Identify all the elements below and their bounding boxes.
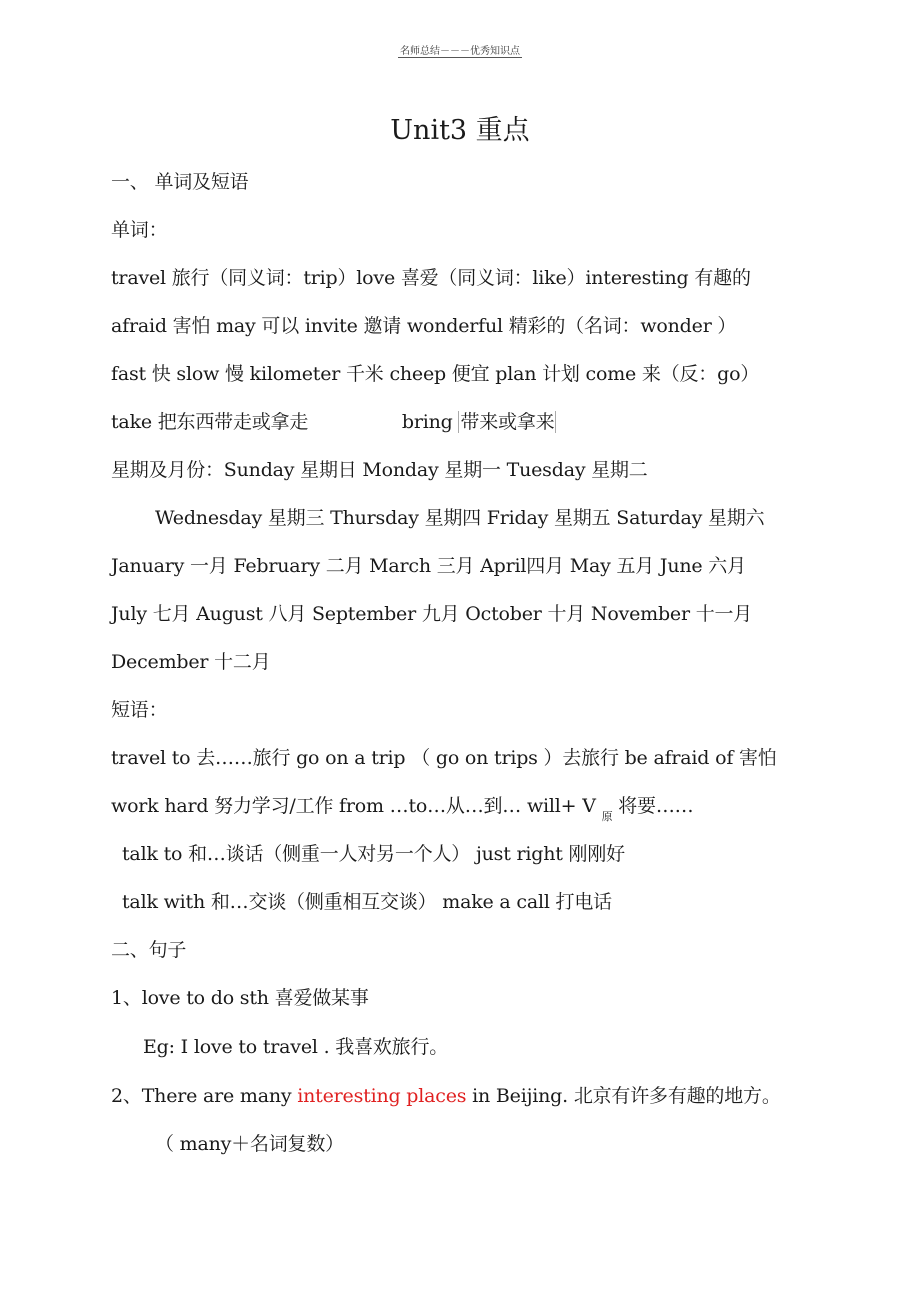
months-line-4: July 七月 August 八月 September 九月 October 十月 November 十一月 — [111, 603, 753, 625]
phrases-line-1: travel to 去……旅行 go on a trip （ go on trips ）去旅行 be afraid of 害怕 — [111, 747, 777, 769]
words-line-1: travel 旅行（同义词：trip）love 喜爱（同义词：like）interesting 有趣的 — [111, 267, 751, 289]
words-line-4-bring-meaning: 带来或拿来 — [460, 411, 555, 433]
sentence-2-note: （ many＋名词复数） — [155, 1133, 344, 1155]
sentence-2 — [111, 1081, 781, 1108]
months-line-5: December 十二月 — [111, 651, 271, 673]
words-line-2: afraid 害怕 may 可以 invite 邀请 wonderful 精彩的（名词：wonder ） — [111, 315, 737, 337]
sentence-2-end: in Beijing. 北京有许多有趣的地方。 — [466, 1085, 781, 1107]
words-line-4-bring: bring — [401, 411, 459, 433]
words-line-4 — [111, 407, 556, 434]
phrases-line-4: talk with 和…交谈（侧重相互交谈） make a call 打电话 — [122, 891, 612, 913]
section1-heading: 一、 单词及短语 — [111, 171, 249, 193]
header-text: 名师总结－－－优秀知识点 — [400, 46, 520, 57]
sentence-2-highlight: interesting places — [297, 1085, 467, 1107]
page-title: Unit3 重点 — [390, 115, 530, 146]
words-label: 单词： — [111, 219, 168, 241]
months-line-3: January 一月 February 二月 March 三月 April四月 May 五月 June 六月 — [111, 555, 746, 577]
phrases-line-3: talk to 和…谈话（侧重一人对另一个人） just right 刚刚好 — [122, 843, 625, 865]
sentence-1: 1、love to do sth 喜爱做某事 — [111, 987, 369, 1009]
phrases-line-2-subscript: 原 — [601, 810, 613, 823]
phrases-label: 短语： — [111, 699, 168, 721]
section2-heading: 二、句子 — [111, 939, 187, 961]
words-line-3: fast 快 slow 慢 kilometer 千米 cheep 便宜 plan 计划 come 来（反：go） — [111, 363, 760, 385]
words-line-4-take: take 把东西带走或拿走 — [111, 411, 309, 433]
months-line-1: 星期及月份：Sunday 星期日 Monday 星期一 Tuesday 星期二 — [111, 459, 648, 481]
phrases-line-2-end: 将要…… — [612, 795, 694, 817]
sentence-1-example: Eg: I love to travel . 我喜欢旅行。 — [143, 1036, 449, 1058]
phrases-line-2-main: work hard 努力学习/工作 from …to…从…到… will+ V — [111, 795, 602, 817]
sentence-2-start: 2、There are many — [111, 1085, 298, 1107]
months-line-2: Wednesday 星期三 Thursday 星期四 Friday 星期五 Saturday 星期六 — [155, 507, 765, 529]
phrases-line-2 — [111, 791, 694, 823]
page-header — [0, 42, 920, 57]
